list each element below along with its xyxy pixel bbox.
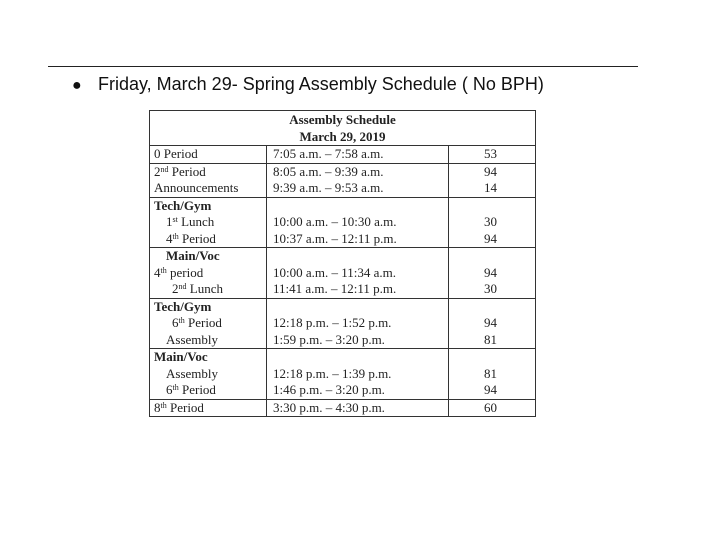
table-row	[150, 298, 536, 349]
minutes-value: 94	[484, 382, 497, 397]
label-number: 6	[172, 315, 179, 330]
label-number: 1	[166, 214, 173, 229]
minutes-value: 94	[484, 264, 497, 280]
group-label: Tech/Gym	[154, 197, 212, 213]
label-number: 4	[166, 230, 173, 246]
minutes-cell	[448, 349, 535, 400]
minutes-value: 81	[484, 331, 497, 347]
table-row	[150, 146, 536, 164]
label-number: 2	[154, 163, 161, 179]
top-rule	[48, 66, 638, 67]
period-label	[154, 281, 262, 298]
time-range: 1:46 p.m. – 3:20 p.m.	[272, 382, 385, 397]
minutes-cell	[448, 248, 535, 299]
group-label: Main/Voc	[166, 248, 220, 263]
time-cell	[266, 248, 448, 299]
label-suffix: th	[178, 316, 185, 325]
period-label	[154, 382, 262, 399]
label-text: Period	[184, 315, 222, 330]
period-cell	[150, 399, 267, 417]
time-range: 10:00 a.m. – 10:30 a.m.	[272, 214, 397, 229]
assembly-schedule-table	[149, 110, 536, 417]
minutes-value: 30	[484, 214, 497, 229]
label-number: 8	[154, 399, 161, 415]
period-label: Announcements	[154, 180, 239, 195]
period-label	[154, 265, 262, 282]
time-cell	[266, 146, 448, 164]
table-row	[150, 163, 536, 197]
label-suffix: st	[172, 215, 178, 224]
minutes-value: 81	[484, 365, 497, 381]
label-suffix: nd	[178, 282, 187, 291]
label-suffix: th	[172, 383, 179, 392]
time-range: 10:37 a.m. – 12:11 p.m.	[272, 230, 397, 246]
label-suffix: th	[160, 265, 167, 275]
label-text: Lunch	[177, 214, 215, 229]
time-range: 9:39 a.m. – 9:53 a.m.	[272, 180, 384, 195]
period-cell	[150, 248, 267, 299]
schedule-title: Assembly Schedule	[289, 112, 396, 127]
table-row	[150, 349, 536, 400]
minutes-value: 14	[484, 180, 497, 195]
minutes-value: 60	[484, 399, 497, 415]
minutes-cell	[448, 163, 535, 197]
minutes-cell	[448, 298, 535, 349]
label-number: 4	[154, 264, 161, 280]
table-row	[150, 399, 536, 417]
group-label: Main/Voc	[154, 349, 208, 364]
minutes-cell	[448, 146, 535, 164]
period-label	[154, 315, 262, 332]
period-label	[154, 400, 262, 417]
period-cell	[150, 197, 267, 248]
minutes-value: 94	[484, 163, 497, 179]
table-header	[150, 111, 536, 146]
bullet-text: Friday, March 29- Spring Assembly Schedule ( No BPH)	[98, 74, 544, 94]
time-range: 12:18 p.m. – 1:39 p.m.	[272, 365, 392, 381]
minutes-cell	[448, 399, 535, 417]
label-text: Period	[178, 230, 216, 246]
time-cell	[266, 298, 448, 349]
period-label	[154, 164, 262, 181]
label-number: 2	[172, 281, 179, 296]
period-cell	[150, 298, 267, 349]
time-range: 10:00 a.m. – 11:34 a.m.	[272, 264, 396, 280]
bullet-heading	[72, 72, 544, 98]
label-text: period	[166, 264, 204, 280]
minutes-value: 53	[484, 146, 497, 161]
time-range: 12:18 p.m. – 1:52 p.m.	[272, 315, 392, 330]
period-label	[154, 214, 262, 231]
period-label: Assembly	[166, 365, 218, 381]
time-range: 8:05 a.m. – 9:39 a.m.	[272, 163, 384, 179]
time-cell	[266, 163, 448, 197]
table-row	[150, 197, 536, 248]
time-cell	[266, 349, 448, 400]
time-range: 3:30 p.m. – 4:30 p.m.	[272, 399, 385, 415]
label-text: Period	[178, 382, 216, 397]
minutes-value: 94	[484, 230, 497, 246]
schedule-date: March 29, 2019	[299, 129, 386, 144]
table-header-row	[150, 111, 536, 146]
label-suffix: th	[160, 400, 167, 410]
minutes-cell	[448, 197, 535, 248]
table-row	[150, 248, 536, 299]
label-number: 6	[166, 382, 173, 397]
label-text: Period	[166, 399, 204, 415]
time-cell	[266, 197, 448, 248]
time-range: 1:59 p.m. – 3:20 p.m.	[272, 331, 385, 347]
period-label: 0 Period	[154, 146, 198, 161]
label-suffix: th	[172, 231, 179, 241]
time-range: 7:05 a.m. – 7:58 a.m.	[272, 146, 384, 161]
period-label	[154, 231, 262, 248]
time-cell	[266, 399, 448, 417]
label-text: Lunch	[186, 281, 223, 296]
period-label: Assembly	[166, 331, 218, 347]
period-cell	[150, 349, 267, 400]
label-text: Period	[168, 163, 206, 179]
period-cell	[150, 146, 267, 164]
minutes-value: 30	[484, 281, 497, 296]
time-range: 11:41 a.m. – 12:11 p.m.	[272, 281, 397, 296]
label-suffix: nd	[160, 164, 169, 174]
group-label: Tech/Gym	[154, 298, 212, 314]
minutes-value: 94	[484, 315, 497, 330]
bullet-icon: ●	[72, 77, 82, 94]
period-cell	[150, 163, 267, 197]
